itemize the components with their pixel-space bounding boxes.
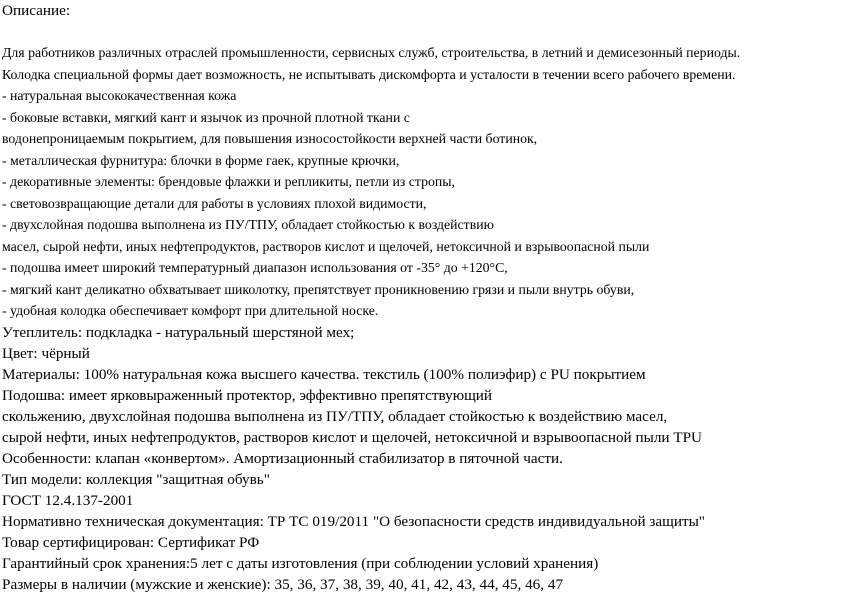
- spec-warranty: Гарантийный срок хранения:5 лет с даты изготовления (при соблюдении условий хранения): [2, 554, 599, 572]
- spec-sole-cont: скольжению, двухслойная подошва выполнена из ПУ/ТПУ, обладает стойкостью к воздействию масел,: [2, 407, 668, 425]
- product-description: [2, 0, 857, 595]
- spec-gost: ГОСТ 12.4.137-2001: [2, 491, 134, 509]
- feature-line: - подошва имеет широкий температурный диапазон использования от -35° до +120°С,: [2, 260, 508, 275]
- spec-sizes: Размеры в наличии (мужские и женские): 35, 36, 37, 38, 39, 40, 41, 42, 43, 44, 45, 46, 47: [2, 575, 564, 593]
- feature-line: - мягкий кант деликатно обхватывает шиколотку, препятствует проникновению грязи и пыли внутрь обуви,: [2, 281, 635, 297]
- feature-line: - удобная колодка обеспечивает комфорт при длительной носке.: [2, 303, 379, 318]
- feature-line: - двухслойная подошва выполнена из ПУ/ТПУ, обладает стойкостью к воздействию: [2, 217, 494, 232]
- intro-line: Колодка специальной формы дает возможность, не испытывать дискомфорта и усталости в течении всего рабочего времени.: [2, 66, 736, 82]
- description-heading: Описание:: [2, 2, 71, 19]
- feature-line: водонепроницаемым покрытием, для повышения износостойкости верхней части ботинок,: [2, 131, 538, 146]
- spec-features: Особенности: клапан «конвертом». Амортизационный стабилизатор в пяточной части.: [2, 449, 563, 467]
- feature-line: - натуральная высококачественная кожа: [2, 88, 237, 103]
- spec-materials: Материалы: 100% натуральная кожа высшего качества. текстиль (100% полиэфир) с PU покрытием: [2, 365, 646, 383]
- feature-line: - боковые вставки, мягкий кант и язычок из прочной плотной ткани с: [2, 109, 410, 125]
- spec-model-type: Тип модели: коллекция "защитная обувь": [2, 470, 270, 488]
- spec-sole: Подошва: имеет ярковыраженный протектор, эффективно препятствующий: [2, 386, 493, 404]
- spec-regulation: Нормативно техническая документация: ТР ТС 019/2011 "О безопасности средств индивидуальной защиты": [2, 512, 705, 530]
- blank-spacer: [2, 21, 857, 42]
- feature-line: - металлическая фурнитура: блочки в форме гаек, крупные крючки,: [2, 152, 400, 168]
- feature-line: - световозвращающие детали для работы в условиях плохой видимости,: [2, 195, 427, 211]
- intro-line: Для работников различных отраслей промышленности, сервисных служб, строительства, в летний и демисезонный периоды.: [2, 45, 741, 60]
- feature-line: масел, сырой нефти, иных нефтепродуктов, растворов кислот и щелочей, нетоксичной и взрывоопасной пыли: [2, 238, 650, 254]
- spec-insulation: Утеплитель: подкладка - натуральный шерстяной мех;: [2, 323, 355, 341]
- spec-certification: Товар сертифицирован: Сертификат РФ: [2, 533, 260, 551]
- feature-line: - декоративные элементы: брендовые флажки и репликиты, петли из стропы,: [2, 174, 455, 189]
- spec-color: Цвет: чёрный: [2, 344, 90, 362]
- spec-sole-cont: сырой нефти, иных нефтепродуктов, растворов кислот и щелочей, нетоксичной и взрывоопасной пыли TPU: [2, 428, 703, 446]
